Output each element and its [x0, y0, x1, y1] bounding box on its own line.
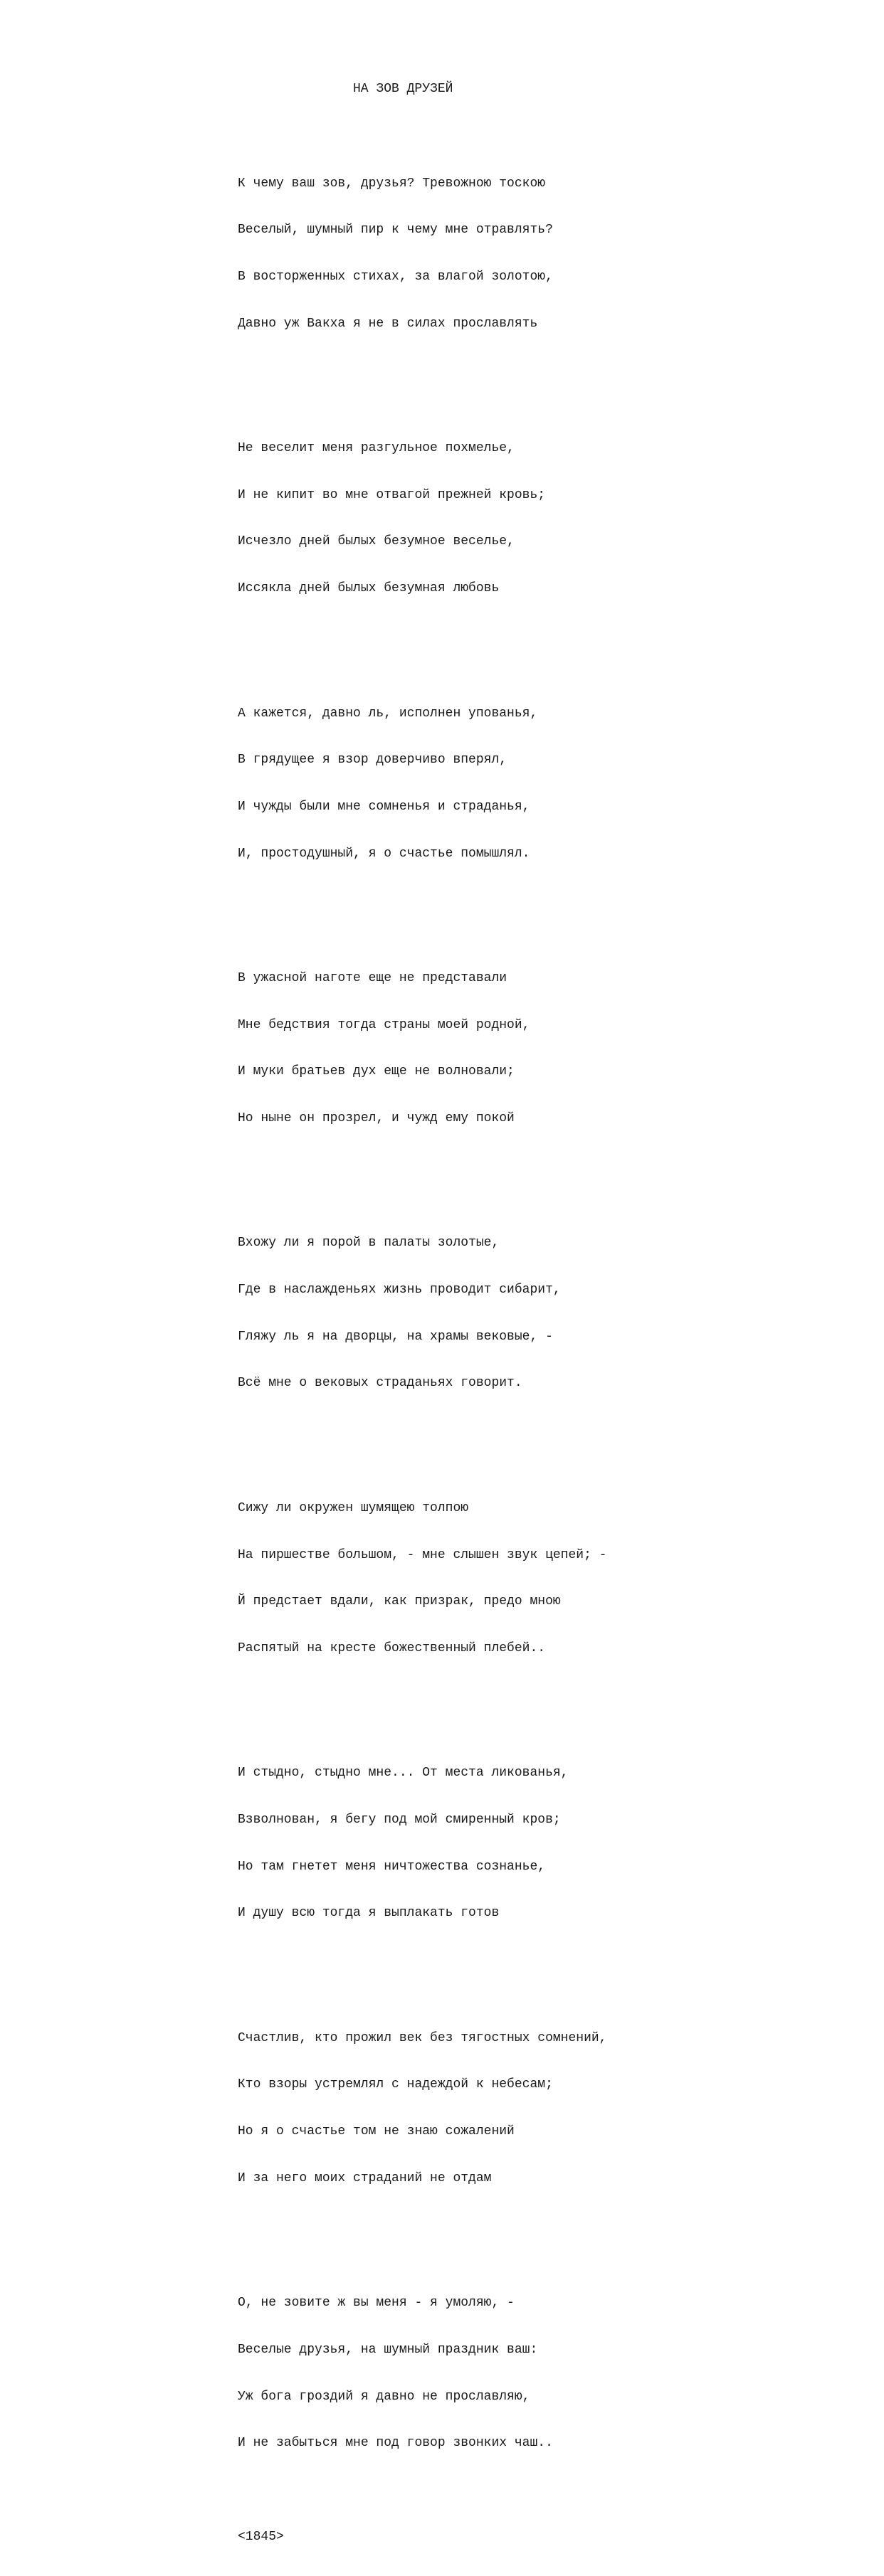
poem-line: Уж бога гроздий я давно не прославляю,: [238, 2389, 530, 2404]
poem-line: Но там гнетет меня ничтожества сознанье,: [238, 1859, 546, 1874]
stanza: [238, 2000, 606, 2218]
poem-line: И муки братьев дух еще не волновали;: [238, 1064, 515, 1079]
poem-line: Сижу ли окружен шумящею толпою: [238, 1500, 469, 1515]
poem-body: [238, 114, 606, 2576]
poem-line: Вхожу ли я порой в палаты золотые,: [238, 1236, 500, 1251]
stanza: [238, 1205, 606, 1424]
poem-line: И не забыться мне под говор звонких чаш..: [238, 2436, 553, 2451]
poem-line: И за него моих страданий не отдам: [238, 2170, 492, 2185]
poem-line: И не кипит во мне отвагой прежней кровь;: [238, 487, 546, 502]
poem-line: Иссякла дней былых безумная любовь: [238, 581, 500, 596]
stanza: [238, 145, 606, 364]
poem-line: Взволнован, я бегу под мой смиренный кров;: [238, 1812, 561, 1827]
poem-line: Исчезло дней былых безумное веселье,: [238, 534, 515, 549]
poem-line: Всё мне о вековых страданьях говорит.: [238, 1376, 522, 1391]
poem-line: И стыдно, стыдно мне... От места ликованья,: [238, 1766, 569, 1781]
poem-line: Давно уж Вакха я не в силах прославлять: [238, 316, 538, 331]
poem-line: Й предстает вдали, как призрак, предо мною: [238, 1594, 561, 1609]
poem-line: Гляжу ль я на дворцы, на храмы вековые, -: [238, 1329, 553, 1344]
poem-line: Счастлив, кто прожил век без тягостных сомнений,: [238, 2030, 607, 2045]
poem-line: И душу всю тогда я выплакать готов: [238, 1906, 500, 1921]
poem-line: К чему ваш зов, друзья? Тревожною тоскою: [238, 176, 546, 191]
poem-line: Распятый на кресте божественный плебей..: [238, 1641, 546, 1655]
poem-line: Веселые друзья, на шумный праздник ваш:: [238, 2342, 538, 2357]
poem-line: Кто взоры устремлял с надеждой к небесам;: [238, 2077, 553, 2092]
poem-date: <1845>: [238, 2529, 284, 2544]
stanza: [238, 2264, 606, 2483]
poem-line: Где в наслажденьях жизнь проводит сибарит,: [238, 1283, 561, 1298]
stanza: [238, 410, 606, 628]
poem-line: В восторженных стихах, за влагой золотою,: [238, 270, 553, 285]
poem-line: О, не зовите ж вы меня - я умоляю, -: [238, 2296, 515, 2311]
poem-line: Мне бедствия тогда страны моей родной,: [238, 1017, 530, 1032]
poem-line: На пиршестве большом, - мне слышен звук цепей; -: [238, 1547, 607, 1562]
poem-line: В ужасной наготе еще не представали: [238, 970, 507, 985]
poem-line: И чужды были мне сомненья и страданья,: [238, 799, 530, 814]
stanza: [238, 675, 606, 894]
stanza: [238, 1734, 606, 1953]
poem-title: НА ЗОВ ДРУЗЕЙ: [353, 82, 453, 96]
poem-line: А кажется, давно ль, исполнен упованья,: [238, 706, 538, 721]
poem-line: В грядущее я взор доверчиво вперял,: [238, 753, 507, 768]
poem-line: Но я о счастье том не знаю сожалений: [238, 2124, 515, 2139]
poem-line: И, простодушный, я о счастье помышлял.: [238, 846, 530, 861]
poem-line: Веселый, шумный пир к чему мне отравлять?: [238, 223, 553, 238]
poem-line: Но ныне он прозрел, и чужд ему покой: [238, 1111, 515, 1126]
poem-line: Не веселит меня разгульное похмелье,: [238, 441, 515, 456]
stanza: [238, 940, 606, 1158]
stanza: [238, 1470, 606, 1688]
